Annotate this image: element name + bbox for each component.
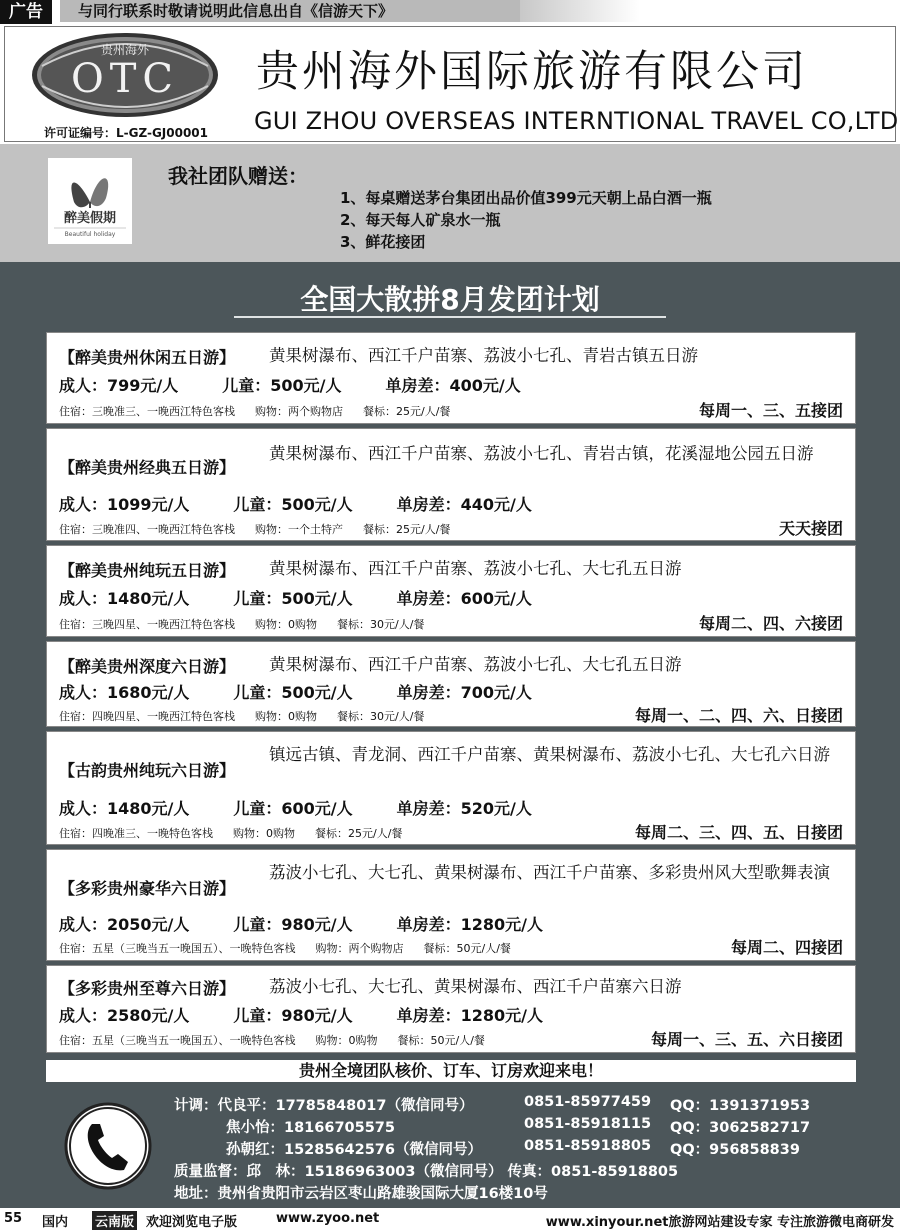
route-desc: 荔波小七孔、大七孔、黄果树瀑布、西江千户苗寨六日游 [269,977,682,996]
adult-price: 成人：2050元/人 [59,915,190,934]
route-title: 【醉美贵州深度六日游】 [59,657,236,676]
route-details [59,940,531,956]
brand-cn-text: 醉美假期 [63,211,117,226]
single-supplement: 单房差：520元/人 [396,799,532,818]
departure-schedule: 每周二、四、六接团 [698,614,843,633]
contact-label: 孙朝红： [226,1142,284,1158]
section-name: 国内 [42,1215,69,1230]
contact-tel: 0851-85977459 [524,1094,652,1110]
shopping: 购物：两个购物店 [315,942,404,955]
route-title: 【多彩贵州豪华六日游】 [59,879,236,898]
child-price: 儿童：980元/人 [233,1006,353,1025]
adult-price: 成人：1680元/人 [59,683,190,702]
meal: 餐标：25元/人/餐 [363,405,451,418]
departure-schedule: 每周一、三、五、六日接团 [650,1030,843,1049]
footer-promo: www.xinyour.net旅游网站建设专家 专注旅游微电商研发 [545,1215,894,1230]
single-supplement: 单房差：700元/人 [396,683,532,702]
brand-en-text: Beautiful holiday [64,231,116,238]
route-details [59,616,444,632]
departure-schedule: 每周二、四接团 [730,938,843,957]
route-prices [59,796,576,819]
title-underline [234,316,666,318]
contact-label: 计调：代良平： [174,1098,276,1114]
route-prices [59,586,576,609]
single-supplement: 单房差：1280元/人 [396,915,544,934]
contact-tel: 0851-85918805 [524,1138,652,1154]
adult-price: 成人：1099元/人 [59,495,190,514]
route-card [46,428,856,541]
route-card [46,332,856,424]
lodging: 住宿：三晚准三、一晚西江特色客栈 [59,405,235,418]
edition-badge: 云南版 [92,1211,137,1230]
brand-logo [48,158,132,244]
plan-title: 全国大散拼8月发团计划 [300,283,600,316]
meal: 餐标：30元/人/餐 [337,618,425,631]
contact-qq: QQ：3062582717 [670,1120,811,1136]
route-title: 【醉美贵州经典五日游】 [59,458,236,477]
shopping: 购物：0购物 [233,827,295,840]
route-prices [59,492,576,515]
route-desc: 黄果树瀑布、西江千户苗寨、荔波小七孔、大七孔五日游 [269,655,682,674]
adult-price: 成人：799元/人 [59,376,179,395]
adult-price: 成人：1480元/人 [59,799,190,818]
departure-schedule: 每周二、三、四、五、日接团 [634,823,843,842]
route-details [59,521,470,537]
shopping: 购物：0购物 [315,1034,378,1047]
logo-cn-text: 贵州海外 [100,43,150,57]
contact-row [226,1116,395,1137]
contact-tel: 0851-85918115 [524,1116,652,1132]
contact-label: 焦小怡： [226,1120,284,1136]
route-card [46,965,856,1053]
lodging: 住宿：四晚准三、一晚特色客栈 [59,827,213,840]
route-title: 【醉美贵州休闲五日游】 [59,348,236,367]
route-prices [59,1003,587,1026]
source-notice: 与同行联系时敬请说明此信息出自《信游天下》 [60,0,520,22]
route-desc: 黄果树瀑布、西江千户苗寨、荔波小七孔、青岩古镇五日游 [269,346,698,365]
meal: 餐标：30元/人/餐 [337,710,425,723]
route-desc: 镇远古镇、青龙洞、西江千户苗寨、黄果树瀑布、荔波小七孔、大七孔六日游 [269,745,830,764]
company-name-en: GUI ZHOU OVERSEAS INTERNTIONAL TRAVEL CO,LTD [254,107,899,135]
departure-schedule: 每周一、三、五接团 [698,401,843,420]
contact-qq: QQ：956858839 [670,1142,800,1158]
lodging: 住宿：五星（三晚当五一晚国五）、一晚特色客栈 [59,1034,296,1047]
notice-fade [520,0,640,22]
contact-mobile: 15285642576（微信同号） [284,1142,482,1158]
route-details [59,403,470,419]
footer-site-link[interactable]: www.zyoo.net [276,1211,380,1226]
adult-price: 成人：1480元/人 [59,589,190,608]
butterfly-icon [48,158,132,244]
route-desc: 黄果树瀑布、西江千户苗寨、荔波小七孔、青岩古镇，花溪湿地公园五日游 [269,444,814,463]
route-details [59,708,444,724]
gift-item: 1、每桌赠送茅台集团出品价值399元天朝上品白酒一瓶 [340,189,712,207]
meal: 餐标：50元/人/餐 [423,942,511,955]
contact-mobile: 17785848017（微信同号） [275,1098,474,1114]
license-number: 许可证编号：L-GZ-GJ00001 [44,126,209,140]
route-title: 【古韵贵州纯玩六日游】 [59,761,236,780]
gift-item: 2、每天每人矿泉水一瓶 [340,211,501,229]
contact-row [174,1094,473,1115]
route-desc: 黄果树瀑布、西江千户苗寨、荔波小七孔、大七孔五日游 [269,559,682,578]
shopping: 购物：两个购物店 [255,405,343,418]
route-card [46,545,856,637]
lodging: 住宿：四晚四星、一晚西江特色客栈 [59,710,235,723]
route-title: 【多彩贵州至尊六日游】 [59,979,236,998]
meal: 餐标：25元/人/餐 [315,827,403,840]
route-details [59,825,422,841]
page-footer [0,1208,900,1230]
single-supplement: 单房差：440元/人 [396,495,532,514]
company-name-cn: 贵州海外国际旅游有限公司 [256,47,808,97]
footer-welcome: 欢迎浏览电子版 [146,1215,238,1230]
welcome-banner: 贵州全境团队核价、订车、订房欢迎来电！ [46,1060,856,1082]
contact-row [226,1138,482,1159]
single-supplement: 单房差：1280元/人 [396,1006,544,1025]
ad-tag: 广告 [0,0,52,24]
departure-schedule: 每周一、二、四、六、日接团 [634,706,843,725]
route-card [46,641,856,727]
quality-supervision: 质量监督：邱 林：15186963003（微信同号） 传真：0851-85918805 [174,1164,679,1180]
gift-item: 3、鲜花接团 [340,233,426,251]
route-desc: 荔波小七孔、大七孔、黄果树瀑布、西江千户苗寨、多彩贵州风大型歌舞表演 [269,863,830,882]
gift-title: 我社团队赠送： [168,164,308,188]
child-price: 儿童：500元/人 [233,495,353,514]
single-supplement: 单房差：400元/人 [385,376,521,395]
shopping: 购物：0购物 [255,710,317,723]
route-details [59,1032,505,1048]
otc-logo [30,30,220,120]
single-supplement: 单房差：600元/人 [396,589,532,608]
child-price: 儿童：500元/人 [233,589,353,608]
meal: 餐标：50元/人/餐 [397,1034,485,1047]
adult-price: 成人：2580元/人 [59,1006,190,1025]
shopping: 购物：0购物 [255,618,317,631]
route-title: 【醉美贵州纯玩五日游】 [59,561,236,580]
route-prices [59,373,565,396]
contact-qq: QQ：1391371953 [670,1098,811,1114]
shopping: 购物：一个土特产 [255,523,343,536]
route-card [46,731,856,845]
route-prices [59,680,576,703]
lodging: 住宿：三晚四星、一晚西江特色客栈 [59,618,235,631]
lodging: 住宿：五星（三晚当五一晚国五）、一晚特色客栈 [59,942,296,955]
logo-en-text: OTC [70,56,180,102]
departure-schedule: 天天接团 [778,519,843,538]
route-prices [59,912,587,935]
child-price: 儿童：500元/人 [233,683,353,702]
child-price: 儿童：600元/人 [233,799,353,818]
child-price: 儿童：980元/人 [233,915,353,934]
phone-icon [62,1100,154,1192]
route-card [46,849,856,961]
contact-mobile: 18166705575 [284,1120,395,1136]
page-number: 55 [4,1211,23,1226]
meal: 餐标：25元/人/餐 [363,523,451,536]
lodging: 住宿：三晚准四、一晚西江特色客栈 [59,523,235,536]
address: 地址：贵州省贵阳市云岩区枣山路雄骏国际大厦16楼10号 [174,1186,548,1202]
child-price: 儿童：500元/人 [222,376,342,395]
